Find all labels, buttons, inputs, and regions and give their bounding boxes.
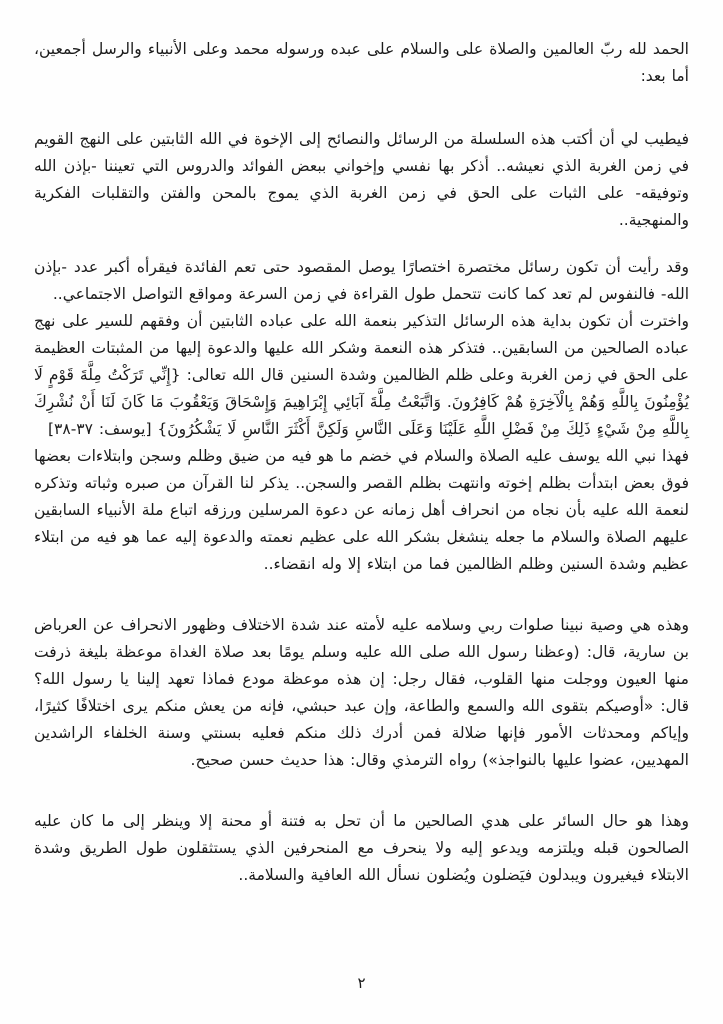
page-text-body bbox=[34, 36, 689, 889]
paragraph-yusuf-lesson: فهذا نبي الله يوسف عليه الصلاة والسلام في خضم ما هو فيه من ضيق وظلم وسجن وابتلاءات بعضها فوق بعض ابتدأت بظلم إخوته وانتهت بظلم القصر والسجن.. يذكر لنا القرآن من صبره وثباته وتذكره لنعمة الله عليه بأن نجاه من انحراف أهل زمانه عن دعوة المرسلين ورزقه اتباع ملة الأنبياء السابقين عليهم الصلاة والسلام ما جعله ينشغل بشكر الله على عظيم نعمته والدعوة إليه عما هو فيه من ابتلاء عظيم وشدة السنين وظلم الظالمين فما من ابتلاء إلا وله انقضاء.. bbox=[34, 447, 689, 573]
page-number: ٢ bbox=[357, 974, 366, 992]
paragraph-quran-verse: واخترت أن تكون بداية هذه الرسائل التذكير بنعمة الله على عباده الثابتين أن وفقهم للسير على نهج عباده الصالحين من السابقين.. فتذكر هذه النعمة وشكر الله عليها والدعوة إليها من المثبتات العظيمة على الحق في زمن الغربة وعلى ظلم الظالمين وشدة السنين قال الله تعالى: {إِنِّي تَرَكْتُ مِلَّةَ قَوْمٍ لَا يُؤْمِنُونَ بِاللَّهِ وَهُمْ بِالْآخِرَةِ هُمْ كَافِرُونَ. وَاتَّبَعْتُ مِلَّةَ آبَائِي إِبْرَاهِيمَ وَإِسْحَاقَ وَيَعْقُوبَ مَا كَانَ لَنَا أَنْ نُشْرِكَ بِاللَّهِ مِنْ شَيْءٍ ذَلِكَ مِنْ فَضْلِ اللَّهِ عَلَيْنَا وَعَلَى النَّاسِ وَلَكِنَّ أَكْثَرَ النَّاسِ لَا يَشْكُرُونَ} [يوسف: ٣٧-٣٨] bbox=[34, 312, 689, 438]
paragraph-closing-counsel: وهذا هو حال السائر على هدي الصالحين ما أن تحل به فتنة أو محنة إلا وينظر إلى ما كان عليه الصالحون قبله ويلتزمه ويدعو إليه ولا ينحرف مع المنحرفين الذي يستثقلون طول الطريق وشدة الابتلاء فيغيرون ويبدلون فيَضلون ويُضلون نسأل الله العافية والسلامة.. bbox=[34, 812, 689, 884]
paragraph-irbad-hadith: وهذه هي وصية نبينا صلوات ربي وسلامه عليه لأمته عند شدة الاختلاف وظهور الانحراف عن العرباض بن سارية، قال: (وعظنا رسول الله صلى الله عليه وسلم يومًا بعد صلاة الغداة موعظة بليغة ذرفت منها العيون ووجلت منها القلوب، فقال رجل: إن هذه موعظة مودع فماذا تعهد إلينا يا رسول الله؟ قال: «أوصيكم بتقوى الله والسمع والطاعة، وإن عبد حبشي، فإنه من يعش منكم يرى اختلافًا كثيرًا، وإياكم ومحدثات الأمور فإنها ضلالة فمن أدرك ذلك منكم فعليه بسنتي وسنة الخلفاء الراشدين المهديين، عضوا عليها بالنواجذ») رواه الترمذي وقال: هذا حديث حسن صحيح. bbox=[34, 616, 689, 769]
paragraph-opening-praise: الحمد لله ربّ العالمين والصلاة على والسلام على عبده ورسوله محمد وعلى الأنبياء والرسل أجمعين، أما بعد: bbox=[34, 40, 689, 85]
paragraph-brevity-reason: وقد رأيت أن تكون رسائل مختصرة اختصارًا يوصل المقصود حتى تعم الفائدة فيقرأه أكبر عدد -بإذن الله- فالنفوس لم تعد كما كانت تتحمل طول القراءة في زمن السرعة ومواقع التواصل الاجتماعي.. bbox=[34, 258, 689, 303]
paragraph-series-introduction: فيطيب لي أن أكتب هذه السلسلة من الرسائل والنصائح إلى الإخوة في الله الثابتين على النهج القويم في زمن الغربة الذي نعيشه.. أذكر بها نفسي وإخواني ببعض الفوائد والدروس التي تعيننا -بإذن الله وتوفيقه- على الثبات على الحق في زمن الغربة الذي يموج بالمحن والفتن والتقلبات الفكرية والمنهجية.. bbox=[34, 130, 689, 229]
